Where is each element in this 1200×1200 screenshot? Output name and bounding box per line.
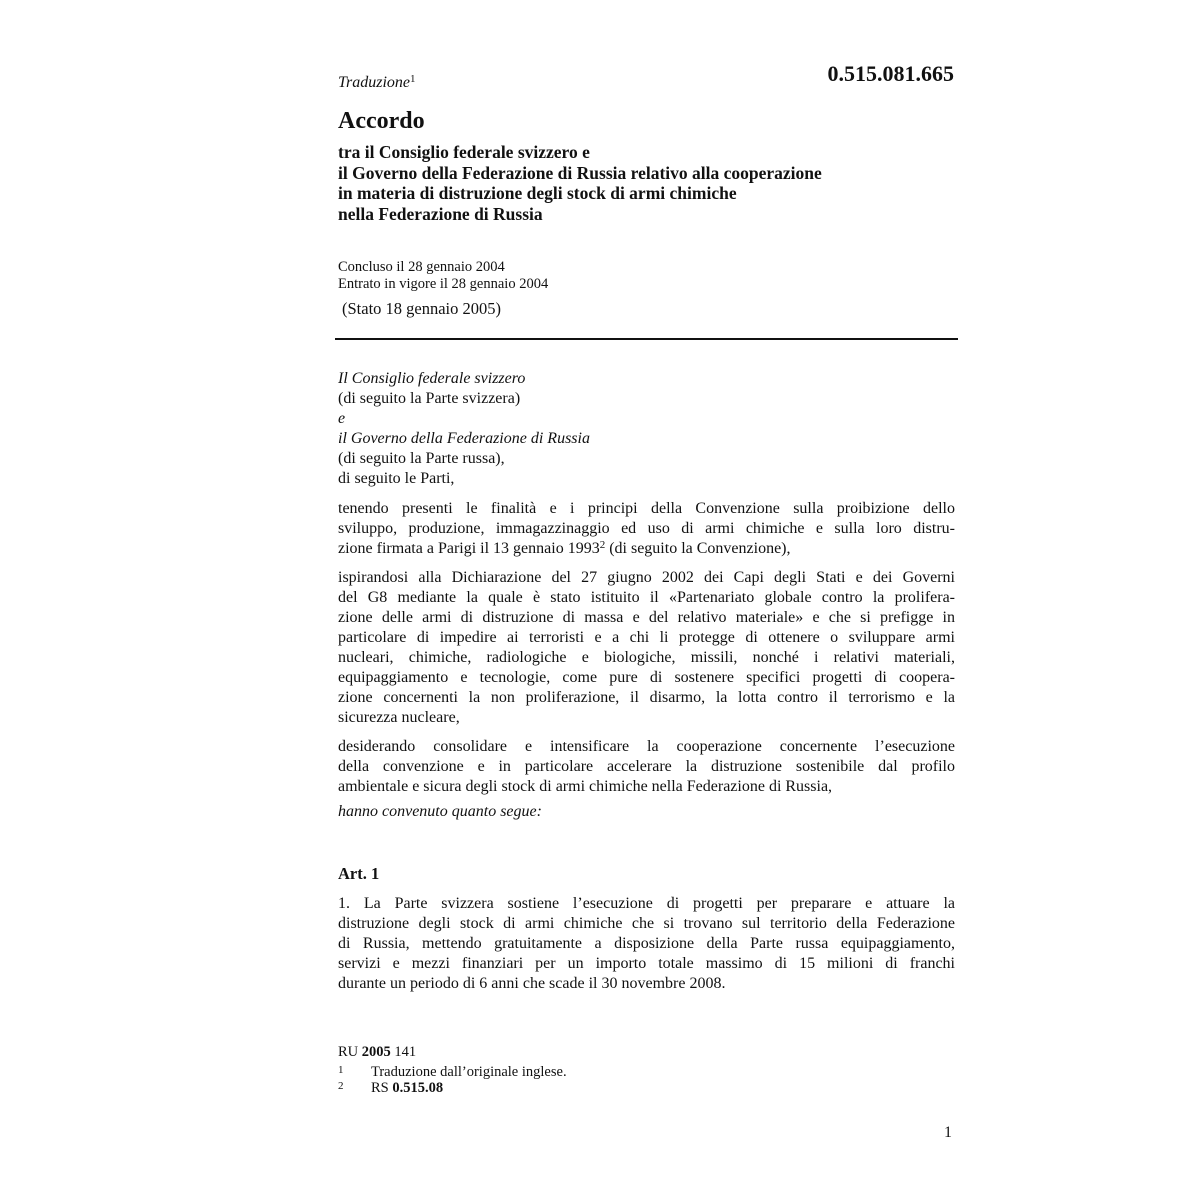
horizontal-rule	[335, 338, 958, 340]
paragraph-line: zione concernenti la non proliferazione, il disarmo, la lotta contro il terrorismo e la	[338, 689, 955, 706]
footnote-ref-2[interactable]: 2	[599, 539, 606, 551]
paragraph-line: servizi e mezzi finanziari per un importo totale massimo di 15 milioni di franchi	[338, 955, 955, 972]
preamble-paragraph-3	[338, 737, 955, 797]
subtitle-line: nella Federazione di Russia	[338, 203, 543, 224]
paragraph-line: sicurezza nucleare,	[338, 709, 460, 726]
document-subtitle	[338, 142, 938, 224]
preamble-paragraph-1	[338, 499, 955, 559]
paragraph-line: della convenzione e in particolare accelerare la distruzione sostenibile dal profilo	[338, 758, 955, 775]
status-date: (Stato 18 gennaio 2005)	[342, 299, 502, 318]
paragraph-line: ispirandosi alla Dichiarazione del 27 giugno 2002 dei Capi degli Stati e dei Governi	[338, 569, 955, 586]
paragraph-line: durante un periodo di 6 anni che scade il 30 novembre 2008.	[338, 975, 726, 992]
paragraph-line: sviluppo, produzione, immagazzinaggio ed uso di armi chimiche e sulla loro distru-	[338, 520, 955, 537]
paragraph-line: ambientale e sicura degli stock di armi chimiche nella Federazione di Russia,	[338, 778, 833, 795]
footnote-1	[338, 1064, 567, 1080]
subtitle-line: in materia di distruzione degli stock di armi chimiche	[338, 183, 737, 203]
concluded-date: Concluso il 28 gennaio 2004	[338, 259, 505, 275]
rs-reference[interactable]: 0.515.08	[392, 1080, 444, 1096]
document-title: Accordo	[338, 108, 425, 134]
translation-label: Traduzione$^1$	[338, 73, 416, 91]
subtitle-line: il Governo della Federazione di Russia relativo alla cooperazione	[338, 162, 822, 183]
party-russian: il Governo della Federazione di Russia	[338, 430, 590, 447]
preamble-parties	[338, 369, 590, 489]
footnote-text: Traduzione dall’originale inglese.	[371, 1064, 567, 1080]
footnote-text: RS 0.515.08	[371, 1080, 444, 1096]
footnote-number: 1	[338, 1064, 344, 1076]
in-force-date: Entrato in vigore il 28 gennaio 2004	[338, 275, 549, 292]
footnotes	[338, 1064, 567, 1096]
article-1-text	[338, 894, 955, 994]
party-swiss-note: (di seguito la Parte svizzera)	[338, 390, 521, 407]
paragraph-line: zione delle armi di distruzione di massa e del relativo materiale» e che si prefigge in	[338, 609, 955, 626]
agreed-formula: hanno convenuto quanto segue:	[338, 803, 542, 820]
paragraph-line: di Russia, mettendo gratuitamente a disposizione della Parte russa equipaggiamento,	[338, 935, 955, 952]
paragraph-line: zione firmata a Parigi il 13 gennaio 1993$^2$ (di seguito la Convenzione),	[338, 539, 791, 557]
conjunction: e	[338, 410, 346, 427]
preamble-paragraph-2	[338, 568, 955, 728]
party-swiss: Il Consiglio federale svizzero	[338, 370, 526, 387]
footnote-ref-1[interactable]: 1	[410, 73, 416, 85]
paragraph-line: equipaggiamento e tecnologie, come pure di sostenere specifici progetti di coopera-	[338, 669, 955, 686]
subtitle-line: tra il Consiglio federale svizzero e	[338, 142, 590, 162]
paragraph-line: tenendo presenti le finalità e i principi della Convenzione sulla proibizione dello	[338, 500, 955, 517]
footnote-number: 2	[338, 1080, 344, 1092]
document-number: 0.515.081.665	[827, 61, 954, 86]
paragraph-line: particolare di impedire ai terroristi e a chi li protegge di ottenere o sviluppare armi	[338, 629, 955, 646]
paragraph-line: nucleari, chimiche, radiologiche e biologiche, missili, nonché i relativi materiali,	[338, 649, 955, 666]
party-russian-note: (di seguito la Parte russa),	[338, 450, 505, 467]
page-number: 1	[944, 1124, 952, 1141]
article-1-heading: Art. 1	[338, 864, 380, 883]
footnote-2	[338, 1080, 567, 1096]
paragraph-line: del G8 mediante la quale è stato istituito il «Partenariato globale contro la prolifera-	[338, 589, 955, 606]
paragraph-line: desiderando consolidare e intensificare la cooperazione concernente l’esecuzione	[338, 738, 955, 755]
ru-reference: RU 2005 141	[338, 1044, 417, 1060]
dates-block	[338, 259, 548, 292]
paragraph-line: distruzione degli stock di armi chimiche che si trovano sul territorio della Federazione	[338, 915, 955, 932]
paragraph-line: 1. La Parte svizzera sostiene l’esecuzione di progetti per preparare e attuare la	[338, 895, 955, 912]
parties-note: di seguito le Parti,	[338, 470, 455, 487]
